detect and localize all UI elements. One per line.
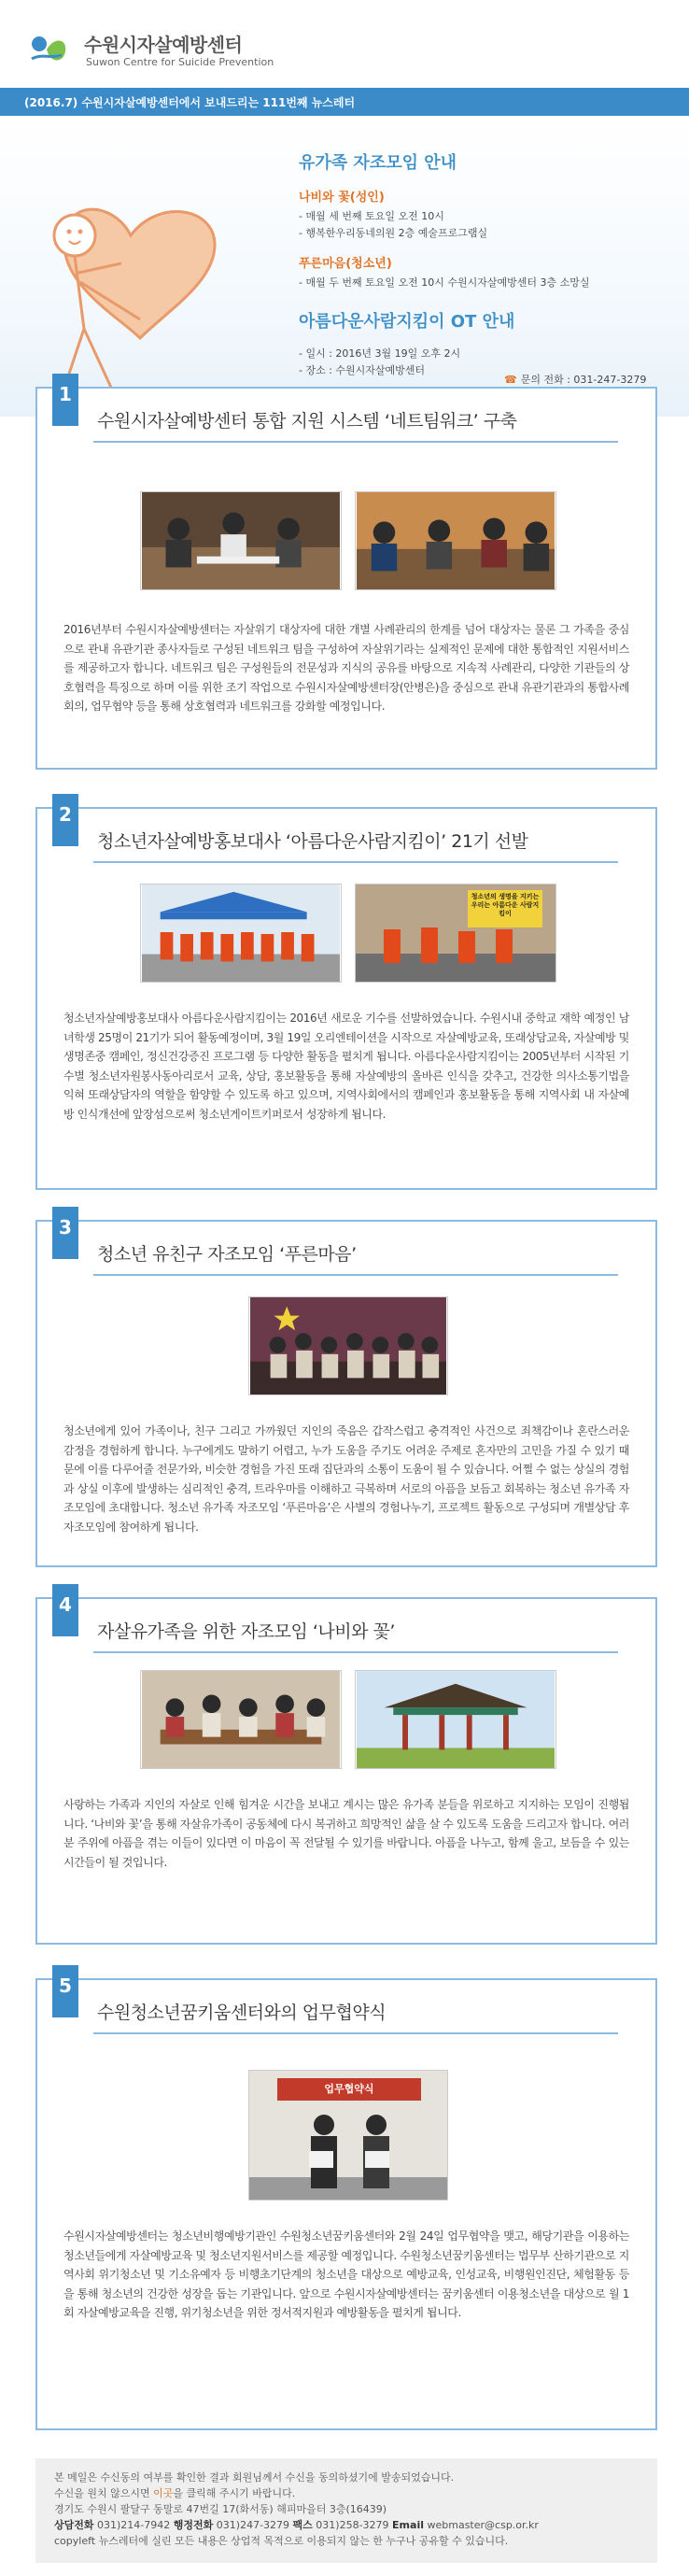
newsletter-footer (35, 2458, 657, 2563)
footer-contacts (54, 2517, 639, 2533)
section-number: 2 (52, 794, 78, 846)
article-section-1 (35, 383, 657, 770)
hero-notice (0, 118, 689, 417)
divider (93, 861, 618, 863)
issue-banner (0, 88, 689, 116)
ot-date: - 일시 : 2016년 3월 19일 오후 2시 (299, 347, 461, 360)
phone-icon: ☎ (504, 374, 517, 386)
ceremony-figures (249, 2102, 448, 2201)
unsubscribe-text-a: 수신을 원치 않으시면 (54, 2487, 154, 2499)
contact-phone-text: 문의 전화 : 031-247-3279 (520, 374, 647, 386)
agreement-ceremony-photo (248, 2070, 448, 2201)
footer-unsubscribe (54, 2485, 639, 2501)
article-section-4 (35, 1593, 657, 1945)
section-title: 수원청소년꿈키움센터와의 업무협약식 (97, 2003, 387, 2023)
article-section-2 (35, 803, 657, 1190)
section-title: 청소년자살예방홍보대사 ‘아름다운사람지킴이’ 21기 선발 (97, 831, 528, 852)
org-name-en: Suwon Centre for Suicide Prevention (86, 56, 274, 68)
campaign-photo-1 (140, 884, 342, 983)
group-name-adult: 나비와 꽃(성인) (299, 191, 385, 205)
hero-text-block (299, 149, 672, 379)
section-number: 1 (52, 374, 78, 426)
newsletter-header (0, 0, 689, 86)
section-body (63, 1795, 629, 1872)
section-body: 청소년자살예방홍보대사 아름다운사람지킴이는 2016년 새로운 기수를 선발하였습니다. 수원시내 중학교 재학 예정인 남녀학생 25명이 21기가 되어 활동예정이며, 3월 19일 오리엔테이션을 시작으로 자살예방교육, 또래상담교육, 자살예방 및 생명존중 캠페인, 정신건강증진 프로그램 등 다양한 활동을 펼치게 됩니다. 아름다운사람지킴이는 2005년부터 시작된 기수별 청소년자원봉사동아리로서 교육, 상담, 홍보활동을 통해 자살예방의 올바른 인식을 갖추고, 건강한 의사소통기법을 익혀 또래상담자의 역할을 함양할 수 있도록 하고 있으며, 지역사회에서의 캠페인과 홍보활동을 통해 지역사회 내 자살예방 인식개선에 앞장섬으로써 청소년게이트키퍼로서 성장하게 됩니다. (63, 1012, 629, 1121)
hero-heading-support-group: 유가족 자조모임 안내 (299, 153, 457, 173)
divider (93, 1274, 618, 1276)
article-section-3 (35, 1216, 657, 1567)
group-adult-location: - 행복한우리동네의원 2층 예술프로그램실 (299, 227, 488, 239)
section-number: 5 (52, 1965, 78, 2017)
self-help-meeting-photo (140, 1670, 342, 1769)
section-number: 3 (52, 1207, 78, 1259)
org-name: 수원시자살예방센터 (84, 34, 243, 56)
section-body: 수원시자살예방센터는 청소년비행예방기관인 수원청소년꿈키움센터와 2월 24일 업무협약을 맺고, 해당기관을 이용하는 청소년들에게 자살예방교육 및 청소년지원서비스를 제공할 예정입니다. 수원청소년꿈키움센터는 법무부 산하기관으로 지역사회 위기청소년 및 기소유예자 등 비행초기단계의 청소년을 대상으로 예방교육, 인성교육, 비행원인진단, 체험활동 등을 통해 청소년의 건강한 성장을 돕는 기관입니다. 앞으로 수원시자살예방센터는 꿈키움센터 이용청소년을 대상으로 월 1회 자살예방교육을 진행, 위기청소년을 위한 정서적지원과 예방활동을 펼치게 됩니다. (63, 2229, 629, 2319)
meeting-photo-2 (355, 491, 556, 590)
section-title: 청소년 유친구 자조모임 ‘푸른마음’ (97, 1244, 357, 1265)
section-body: 2016년부터 수원시자살예방센터는 자살위기 대상자에 대한 개별 사례관리의 한계를 넘어 대상자는 물론 그 가족을 중심으로 관내 유관기관 종사자들로 구성된 네트워크 팀을 구성하여 자살위기라는 실제적인 문제에 대한 통합적인 지원서비스를 제공하고자 합니다. 네트워크 팀은 구성원들의 전문성과 지식의 공유를 바탕으로 지속적 사례관리, 다양한 기관들의 상호협력을 특징으로 하며 이를 위한 조기 작업으로 수원시자살예방센터장(안병은)을 중심으로 관내 유관기관과의 통합사례회의, 업무협약 등을 통해 상호협력과 네트워크를 강화할 예정입니다. (63, 623, 629, 713)
footer-address: 경기도 수원시 팔달구 동말로 47번길 17(화서동) 해피마을터 3층(16439) (54, 2503, 387, 2515)
group-photo (248, 1296, 448, 1395)
divider (93, 441, 618, 443)
label-fax: 팩스 (292, 2519, 313, 2531)
group-youth-schedule: - 매월 두 번째 토요일 오전 10시 수원시자살예방센터 3층 소망실 (299, 276, 590, 289)
unsubscribe-text-b: 을 클릭해 주시기 바랍니다. (173, 2487, 296, 2499)
hero-heading-ot: 아름다운사람지킴이 OT 안내 (299, 312, 515, 332)
footer-consent-notice: 본 메일은 수신동의 여부를 확인한 결과 회원님께서 수신을 동의하셨기에 발송되었습니다. (54, 2471, 455, 2484)
label-counsel-phone: 상담전화 (54, 2519, 94, 2531)
campaign-photo-2 (355, 884, 556, 983)
section-body-text: 사랑하는 가족과 지인의 자살로 인해 힘겨운 시간을 보내고 계시는 많은 유가족 분들을 위로하고 지지하는 모임이 진행됩니다. ‘나비와 꽃’을 통해 자살유가족이 공동체에 다시 복귀하고 희망적인 삶을 살 수 있도록 도움을 드리고자 합니다. 여러분 주위에 아픔을 겪는 이들이 있다면 이 마음이 꼭 전달될 수 있기를 바랍니다. 아픔을 나누고, 함께 울고, 보듬을 수 있는 시간들이 될 것입니다. (63, 1798, 629, 1869)
section-title: 수원시자살예방센터 통합 지원 시스템 ‘네트팀워크’ 구축 (97, 411, 517, 432)
label-admin-phone: 행정전화 (173, 2519, 214, 2531)
contact-phone (504, 372, 646, 387)
fax-number: 031)258-3279 (316, 2519, 389, 2531)
section-title: 자살유가족을 위한 자조모임 ‘나비와 꽃’ (97, 1621, 395, 1642)
admin-phone: 031)247-3279 (216, 2519, 290, 2531)
group-name-youth: 푸른마음(청소년) (299, 257, 392, 271)
counsel-phone: 031)214-7942 (97, 2519, 171, 2531)
article-section-5 (35, 1974, 657, 2430)
divider (93, 1651, 618, 1653)
section-number: 4 (52, 1584, 78, 1636)
group-adult-schedule: - 매월 세 번째 토요일 오전 10시 (299, 210, 444, 222)
label-email: Email (392, 2519, 424, 2531)
pavilion-photo (355, 1670, 556, 1769)
meeting-photo-1 (140, 491, 342, 590)
footer-copyleft: copyleft 뉴스레터에 실린 모든 내용은 상업적 목적으로 이용되지 않는 한 누구나 공유할 수 있습니다. (54, 2535, 509, 2547)
campaign-sign: 청소년의 생명을 지키는 우리는 아름다운 사람지킴이 (468, 890, 542, 927)
ot-place: - 장소 : 수원시자살예방센터 (299, 364, 426, 376)
email-address[interactable]: webmaster@csp.or.kr (427, 2519, 539, 2531)
ceremony-banner: 업무협약식 (277, 2078, 421, 2101)
issue-banner-text: (2016.7) 수원시자살예방센터에서 보내드리는 111번째 뉴스레터 (24, 96, 356, 109)
unsubscribe-link[interactable]: 이곳 (153, 2487, 174, 2499)
logo-icon (28, 31, 69, 68)
divider (93, 2032, 618, 2034)
section-body: 청소년에게 있어 가족이나, 친구 그리고 가까웠던 지인의 죽음은 갑작스럽고 충격적인 사건으로 죄책감이나 혼란스러운 감정을 경험하게 합니다. 누구에게도 말하기 어렵고, 누가 도움을 주기도 어려운 주제로 혼자만의 고민을 가질 수 있기 때문에 이를 다루어줄 전문가와, 비슷한 경험을 가진 또래 집단과의 소통이 도움이 될 수 있습니다. 어쩔 수 없는 상실의 경험과 상실 이후에 발생하는 심리적인 충격, 트라우마를 이해하고 극복하며 서로의 아픔을 보듬고 회복하는 청소년 유가족 자조모임에 초대합니다. 청소년 유가족 자조모임 ‘푸른마음’은 사별의 경험나누기, 프로젝트 활동으로 구성되며 개별상담 후 자조모임에 참여하게 됩니다. (63, 1424, 629, 1534)
